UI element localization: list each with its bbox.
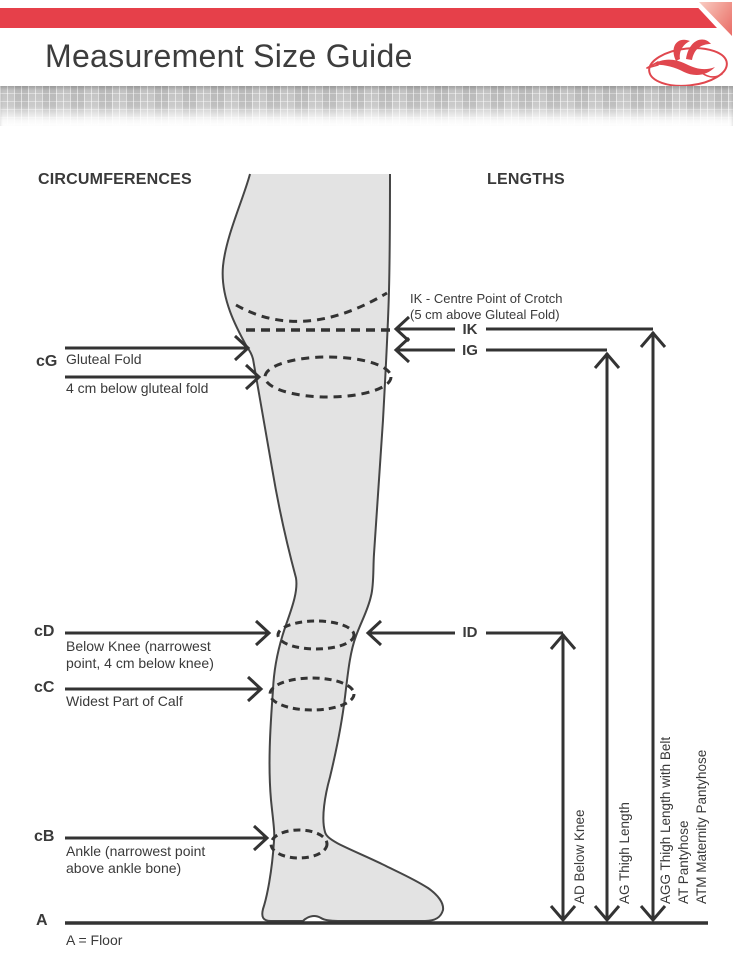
ankle-label-line2: above ankle bone) <box>66 859 182 876</box>
ik-note-line2: (5 cm above Gluteal Fold) <box>410 306 560 322</box>
below-knee-label-line2: point, 4 cm below knee) <box>66 654 214 671</box>
below-gluteal-fold-label: 4 cm below gluteal fold <box>66 380 209 396</box>
ankle-label-line1: Ankle (narrowest point <box>66 843 206 859</box>
cc-code: cC <box>34 679 55 696</box>
ik-code: IK <box>462 321 478 338</box>
cd-code: cD <box>34 623 55 640</box>
below-knee-label-line1: Below Knee (narrowest <box>66 638 211 654</box>
atm-length-label: ATM Maternity Pantyhose <box>694 749 709 904</box>
ig-length-line <box>396 338 607 362</box>
leg-silhouette <box>223 174 443 921</box>
a-code: A <box>36 912 48 929</box>
cg-code: cG <box>36 353 58 370</box>
ik-note-line1: IK - Centre Point of Crotch <box>410 291 563 306</box>
lengths-heading: LENGTHS <box>487 171 565 188</box>
ankle-label <box>66 843 205 876</box>
cb-code: cB <box>34 828 55 845</box>
page-title: Measurement Size Guide <box>45 38 413 74</box>
id-code: ID <box>462 624 478 641</box>
agg-length-label: AGG Thigh Length with Belt <box>658 736 673 904</box>
widest-calf-label: Widest Part of Calf <box>66 693 183 709</box>
ig-code: IG <box>462 342 478 359</box>
agg-length-label-group <box>657 737 711 904</box>
below-knee-label <box>66 638 214 671</box>
ad-length-label: AD Below Knee <box>572 809 587 904</box>
at-length-label: AT Pantyhose <box>676 820 691 904</box>
circumferences-heading: CIRCUMFERENCES <box>38 171 192 188</box>
ag-length-label: AG Thigh Length <box>617 802 632 904</box>
ik-note <box>410 291 562 322</box>
gluteal-fold-label: Gluteal Fold <box>66 351 142 367</box>
floor-label: A = Floor <box>66 932 123 948</box>
